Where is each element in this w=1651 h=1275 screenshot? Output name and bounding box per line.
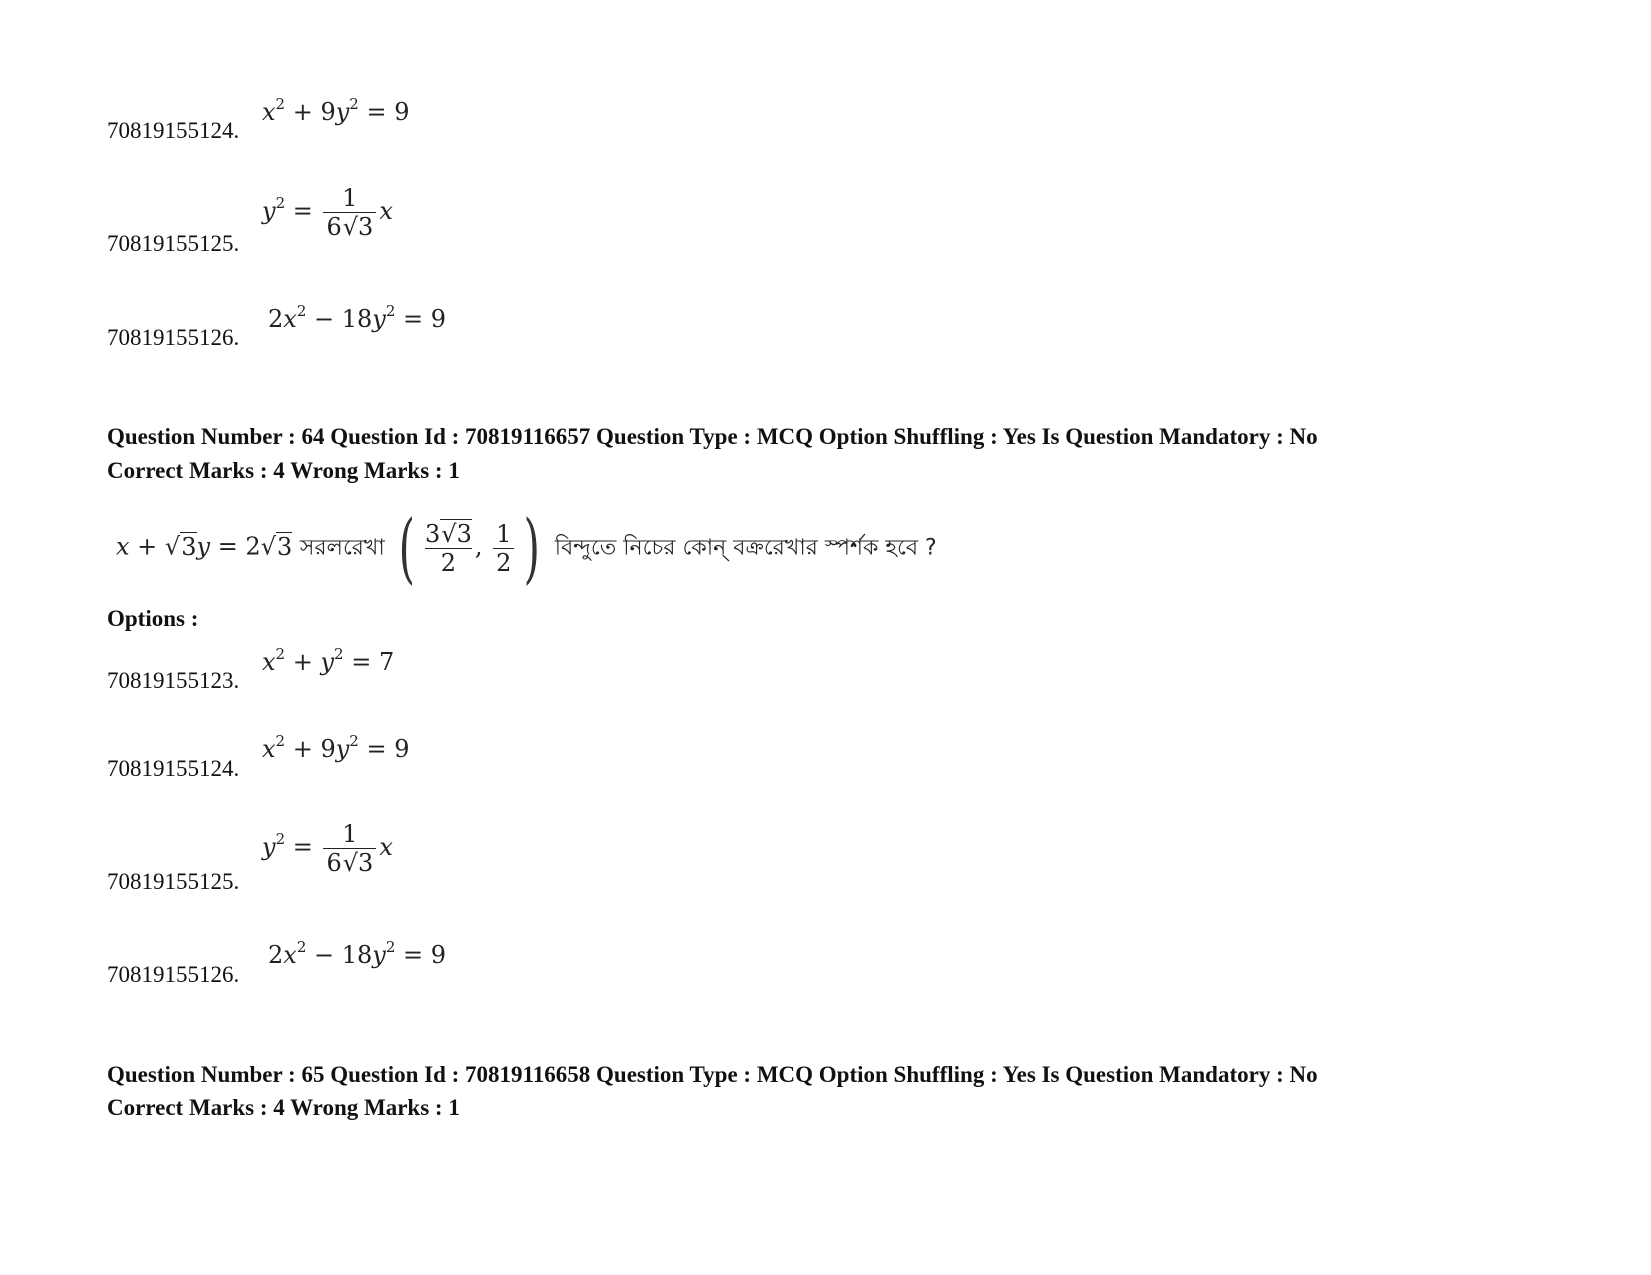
marks-line: Correct Marks : 4 Wrong Marks : 1	[107, 458, 460, 483]
option-id: 70819155124.	[107, 756, 240, 781]
option-id: 70819155126.	[107, 325, 240, 350]
option-math: $y^2$ = $\frac{1}{6√3}$ x	[262, 820, 393, 877]
option-id: 70819155123.	[107, 668, 240, 693]
option-math: $x^2 + 9y^2 = 9$	[262, 95, 410, 126]
option-math: $2x^2 - 18y^2 = 9$	[268, 302, 447, 333]
stem-text-2: বিন্দুতে নিচের কোন্ বক্ররেখার স্পর্শক হবে ?	[554, 535, 937, 561]
marks-line: Correct Marks : 4 Wrong Marks : 1	[107, 1095, 460, 1120]
option-id: 70819155125.	[107, 869, 240, 894]
option-math: $y^2$ = $\frac{1}{6√3}$ x	[262, 184, 393, 241]
option-id: 70819155124.	[107, 118, 240, 143]
option-id: 70819155126.	[107, 962, 240, 987]
question-header: Question Number : 65 Question Id : 70819116658 Question Type : MCQ Option Shuffling : Yes Is Question Mandatory : No	[107, 1062, 1318, 1087]
option-math: $x^2 + y^2 = 7$	[262, 645, 395, 676]
question-stem: x + √3y = 2√3 সরলরেখা ( $\frac{3√3}{2}$ , $\frac{1}{2}$ ) বিন্দুতে নিচের কোন্ বক্ররেখার স্পর্শক হবে ?	[116, 503, 937, 592]
options-label: Options :	[107, 606, 199, 631]
option-math: $x^2 + 9y^2 = 9$	[262, 732, 410, 763]
stem-text-1: সরলরেখা	[299, 535, 385, 561]
option-math: $2x^2 - 18y^2 = 9$	[268, 938, 447, 969]
question-header: Question Number : 64 Question Id : 70819116657 Question Type : MCQ Option Shuffling : Yes Is Question Mandatory : No	[107, 424, 1318, 449]
option-id: 70819155125.	[107, 231, 240, 256]
